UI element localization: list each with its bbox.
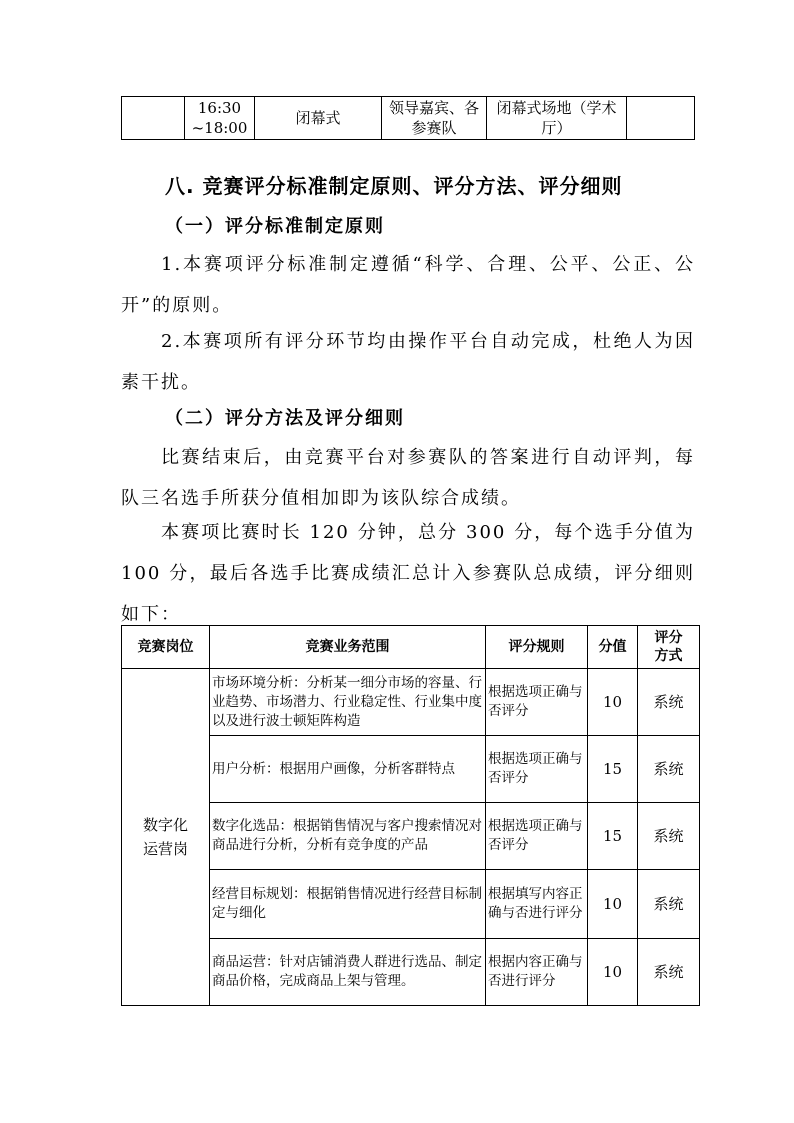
score-cell: 10: [588, 669, 638, 736]
subsection-title-1: （一）评分标准制定原则: [165, 216, 385, 237]
paragraph-2: 2.本赛项所有评分环节均由操作平台自动完成，杜绝人为因素干扰。: [121, 331, 695, 393]
scope-cell: 数字化选品：根据销售情况与客户搜索情况对商品进行分析，分析有竞争度的产品: [210, 803, 486, 870]
score-cell: 10: [588, 870, 638, 939]
method-cell: 系统: [638, 803, 700, 870]
score-cell: 15: [588, 736, 638, 803]
score-cell: 15: [588, 803, 638, 870]
scope-cell: 商品运营：针对店铺消费人群进行选品、制定商品价格，完成商品上架与管理。: [210, 939, 486, 1006]
schedule-note: [627, 97, 695, 140]
scoring-table-header: [122, 626, 700, 669]
paragraph-1: 1.本赛项评分标准制定遵循“科学、合理、公平、公正、公开”的原则。: [121, 254, 695, 316]
schedule-table: [121, 96, 695, 140]
schedule-event: 闭幕式: [255, 97, 382, 140]
schedule-participants: 领导嘉宾、各参赛队: [382, 97, 487, 140]
header-post: 竞赛岗位: [122, 626, 210, 669]
scope-cell: 用户分析：根据用户画像，分析客群特点: [210, 736, 486, 803]
scoring-table: [121, 625, 700, 1006]
rule-cell: 根据选项正确与否评分: [486, 669, 588, 736]
rule-cell: 根据内容正确与否进行评分: [486, 939, 588, 1006]
section-title: 八. 竞赛评分标准制定原则、评分方法、评分细则: [165, 174, 623, 198]
post-label: 数字化运营岗: [142, 816, 188, 858]
schedule-row: [122, 97, 695, 140]
method-cell: 系统: [638, 939, 700, 1006]
header-score: 分值: [588, 626, 638, 669]
scope-cell: 经营目标规划：根据销售情况进行经营目标制定与细化: [210, 870, 486, 939]
paragraph-3: 比赛结束后，由竞赛平台对参赛队的答案进行自动评判，每队三名选手所获分值相加即为该队综合成绩。: [121, 447, 695, 509]
header-rule: 评分规则: [486, 626, 588, 669]
schedule-time: 16:30 ~18:00: [185, 97, 255, 140]
method-cell: 系统: [638, 736, 700, 803]
paragraph-4: 本赛项比赛时长 120 分钟，总分 300 分，每个选手分值为 100 分，最后各选手比赛成绩汇总计入参赛队总成绩，评分细则如下：: [121, 522, 695, 625]
score-cell: 10: [588, 939, 638, 1006]
method-cell: 系统: [638, 870, 700, 939]
rule-cell: 根据选项正确与否评分: [486, 803, 588, 870]
schedule-empty-cell: [122, 97, 185, 140]
scope-cell: 市场环境分析：分析某一细分市场的容量、行业趋势、市场潜力、行业稳定性、行业集中度以及进行波士顿矩阵构造: [210, 669, 486, 736]
header-scope: 竞赛业务范围: [210, 626, 486, 669]
subsection-title-2: （二）评分方法及评分细则: [165, 408, 405, 429]
rule-cell: 根据填写内容正确与否进行评分: [486, 870, 588, 939]
header-method: 评分方式: [638, 626, 700, 669]
schedule-venue: 闭幕式场地（学术厅）: [487, 97, 627, 140]
rule-cell: 根据选项正确与否评分: [486, 736, 588, 803]
post-cell: [122, 669, 210, 1006]
method-cell: 系统: [638, 669, 700, 736]
table-row: [122, 669, 700, 736]
